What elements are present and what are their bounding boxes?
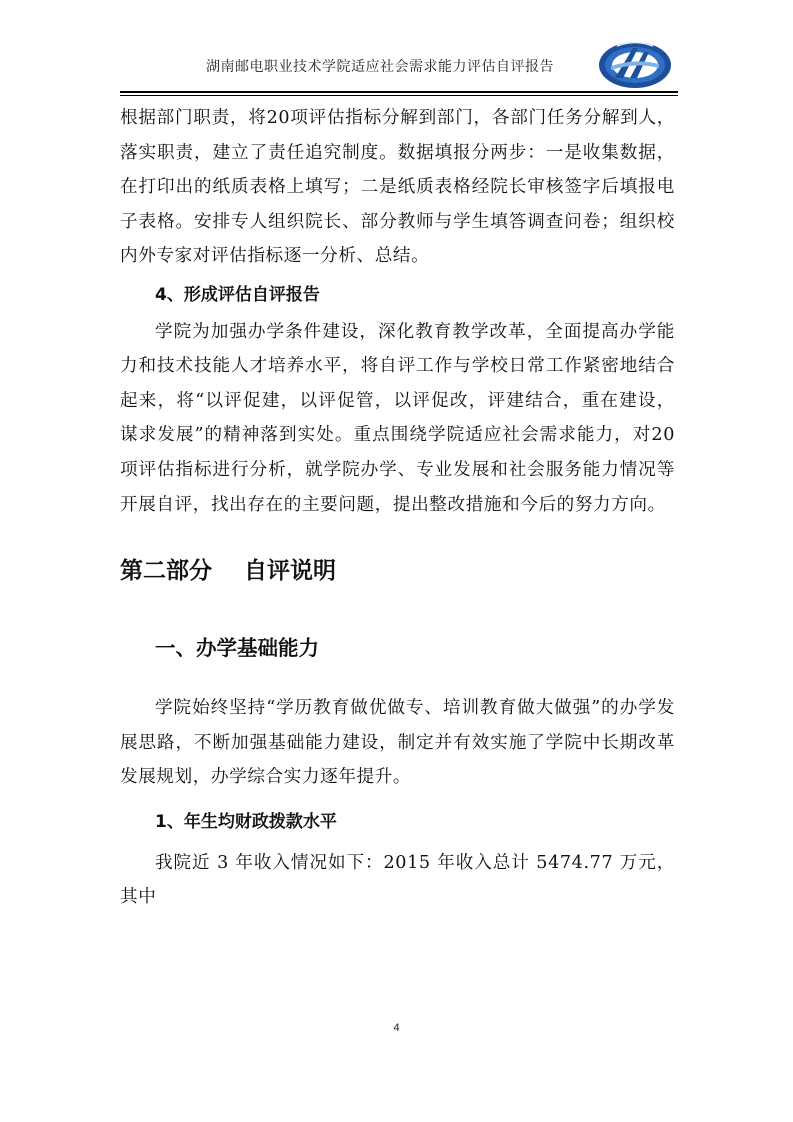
header-rule-thin	[120, 95, 678, 96]
header-rule	[120, 91, 678, 93]
header-title: 湖南邮电职业技术学院适应社会需求能力评估自评报告	[206, 59, 554, 75]
heading-self-evaluation-report: 4、形成评估自评报告	[155, 284, 320, 305]
paragraph-self-evaluation: 学院为加强办学条件建设，深化教育教学改革，全面提高办学能力和技术技能人才培养水平，将自评工作与学校日常工作紧密地结合起来，将“以评促建，以评促管，以评促改，评建结合，重在建设，谋求发展”的精神落到实处。重点围绕学院适应社会需求能力，对20 项评估指标进行分析，就学院办学、专业发展和社会服务能力情况等开展自评，找出存在的主要问题，提出整改措施和今后的努力方向。	[120, 321, 675, 515]
page-header	[120, 40, 680, 92]
part-heading: 第二部分 自评说明	[120, 558, 337, 585]
heading-per-student-funding: 1、年生均财政拨款水平	[155, 811, 337, 832]
page-number: 4	[393, 1022, 400, 1034]
page-content	[120, 101, 675, 915]
college-logo-icon	[597, 40, 673, 90]
paragraph-development-strategy: 学院始终坚持“学历教育做优做专、培训教育做大做强”的办学发展思路，不断加强基础能力建设，制定并有效实施了学院中长期改革发展规划，办学综合实力逐年提升。	[120, 698, 675, 788]
paragraph-responsibilities: 根据部门职责，将20项评估指标分解到部门，各部门任务分解到人，落实职责，建立了责任追究制度。数据填报分两步：一是收集数据，在打印出的纸质表格上填写；二是纸质表格经院长审核签字后填报电子表格。安排专人组织院长、部分教师与学生填答调查问卷；组织校内外专家对评估指标逐一分析、总结。	[120, 108, 675, 267]
section-heading: 一、办学基础能力	[155, 636, 319, 661]
paragraph-income: 我院近 3 年收入情况如下：2015 年收入总计 5474.77 万元，其中	[120, 852, 675, 908]
